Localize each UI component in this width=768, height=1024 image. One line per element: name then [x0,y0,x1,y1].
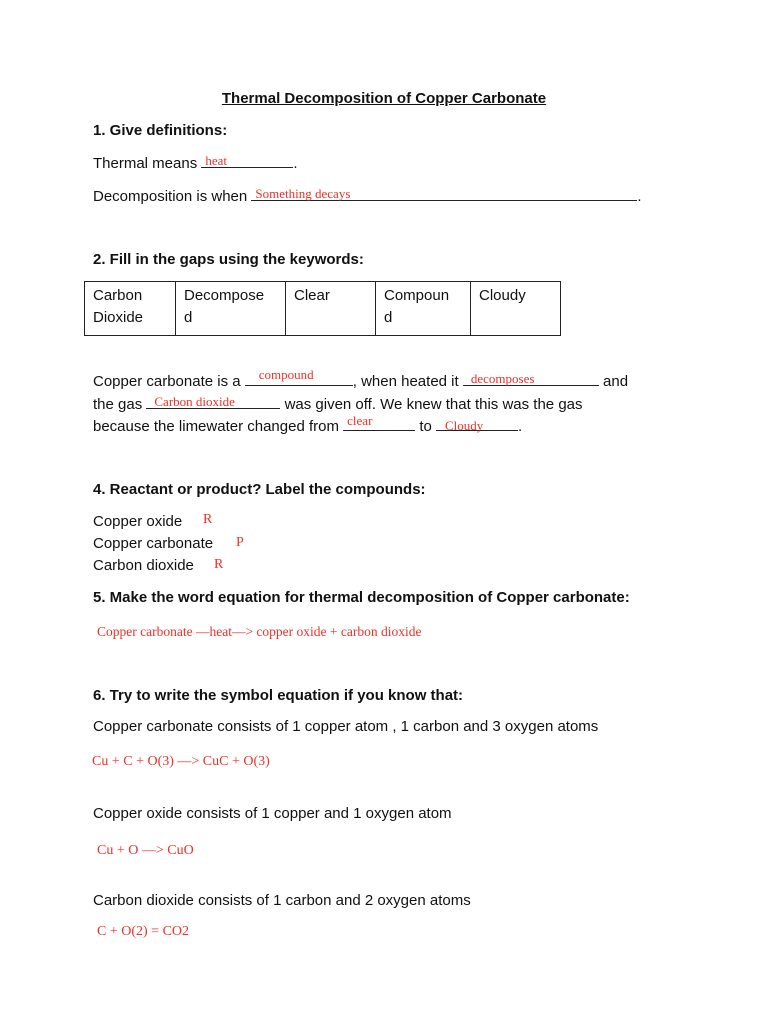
q3-blank-clear[interactable] [343,415,415,431]
keyword-table [84,281,561,336]
q6-answer-3: C + O(2) = CO2 [97,924,190,939]
q1-decomp-blank[interactable] [251,185,637,201]
q4-item: Carbon dioxide [93,557,194,574]
q1-decomp-line [93,185,642,207]
q3-blank-gas[interactable] [146,393,280,409]
q1-thermal-blank[interactable] [201,152,293,168]
q4-answer: R [214,557,224,572]
q4-item: Copper oxide [93,513,183,530]
q3-blank-cloudy[interactable] [436,415,518,431]
q3-answer-compound: compound [258,367,314,382]
q1-decomp-prefix: Decomposition is when [93,188,248,205]
q6-prompt-3: Carbon dioxide consists of 1 carbon and 2 oxygen atoms [93,892,471,909]
q1-decomp-suffix: . [637,188,642,205]
q6-heading: 6. Try to write the symbol equation if you know that: [93,687,464,704]
keyword-cell: Carbon Dioxide [85,282,176,336]
q6-answer-2: Cu + O —> CuO [97,843,194,858]
keyword-cell: Clear [286,282,376,336]
q6-answer-1: Cu + C + O(3) —> CuC + O(3) [92,754,270,769]
q2-heading: 2. Fill in the gaps using the keywords: [93,251,364,268]
q3-line-1: Copper carbonate is a compound , when heated it decomposes and [93,367,629,390]
q3-blank-decomposes[interactable] [463,370,599,386]
q1-thermal-answer: heat [205,153,228,168]
q3-answer-decomposes: decomposes [470,371,535,386]
keyword-cell: Cloudy [471,282,561,336]
q6-prompt-2: Copper oxide consists of 1 copper and 1 oxygen atom [93,805,452,822]
q3-answer-clear: clear [347,413,373,428]
q5-answer: Copper carbonate —heat—> copper oxide + carbon dioxide [97,624,422,639]
q4-answer: R [203,512,213,527]
q3-blank-compound[interactable] [245,367,353,386]
q1-thermal-line [93,152,298,174]
q1-thermal-prefix: Thermal means [93,155,198,172]
q1-heading: 1. Give definitions: [93,122,228,139]
q6-prompt-1: Copper carbonate consists of 1 copper atom , 1 carbon and 3 oxygen atoms [93,718,599,735]
q1-decomp-answer: Something decays [255,186,351,201]
q4-heading: 4. Reactant or product? Label the compounds: [93,481,426,498]
q4-answer: P [236,535,244,550]
q3-line-2: the gas Carbon dioxide was given off. We knew that this was the gas [93,394,583,413]
q3-line-3: because the limewater changed from clear to Cloudy . [93,413,523,435]
keyword-cell: Compoun d [376,282,471,336]
q5-heading: 5. Make the word equation for thermal decomposition of Copper carbonate: [93,589,630,606]
q3-answer-gas: Carbon dioxide [154,394,235,409]
worksheet-title: Thermal Decomposition of Copper Carbonate [221,90,547,107]
q3-answer-cloudy: Cloudy [445,418,484,433]
q4-item: Copper carbonate [93,535,214,552]
q1-thermal-suffix: . [293,155,298,172]
keyword-cell: Decompose d [176,282,286,336]
